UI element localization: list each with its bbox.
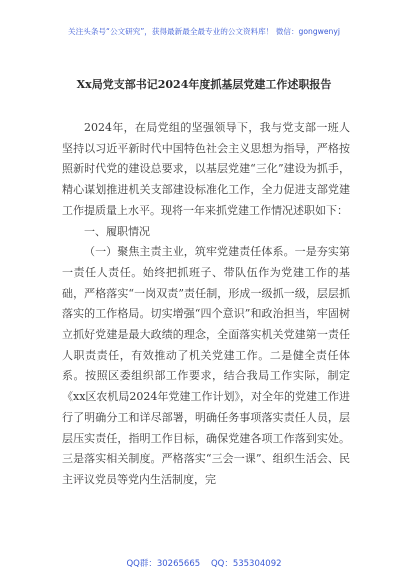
section-heading: 一、履职情况 xyxy=(84,224,150,238)
document-title: Xx局党支部书记2024年度抓基层党建工作述职报告 xyxy=(76,78,332,91)
document-body xyxy=(62,118,350,491)
body-paragraph: （一）聚焦主责主业，筑牢党建责任体系。一是夯实第一责任人责任。始终把抓班子、带队伍作为党建工作的基础，严格落实“一岗双责”责任制，形成一级抓一级，层层抓落实的工作格局。切实增强“四个意识”和政治担当，牢固树立抓好党建是最大政绩的理念，全面落实机关党建第一责任人职责责任，有效推动了机关党建工作。二是健全责任体系。按照区委组织部工作要求，结合我局工作实际，制定《xx区农机局2024年党建工作计划》，对全年的党建工作进行了明确分工和详尽部署，明确任务事项落实责任人员，层层压实责任，指明工作目标，确保党建各项工作落到实处。三是落实相关制度。严格落实“三会一课”、组织生活会、民主评议党员等党内生活制度，完 xyxy=(62,245,350,486)
qq-group-text[interactable]: QQ群：30265665 xyxy=(126,559,201,569)
intro-paragraph: 2024年，在局党组的坚强领导下，我与党支部一班人坚持以习近平新时代中国特色社会主义思想为指导，严格按照新时代党的建设总要求，以基层党建“三化”建设为抓手，精心谋划推进机关支部建设标准化工作，全力促进支部党建工作提质量上水平。现将一年来抓党建工作情况述职如下： xyxy=(62,121,350,217)
promo-banner[interactable]: 关注头条号“公文研究”，获得最新最全最专业的公文资料库！ 微信：gongwenyj xyxy=(68,27,340,36)
footer-contact xyxy=(0,557,408,569)
qq-number-text[interactable]: QQ：535304092 xyxy=(210,559,282,569)
